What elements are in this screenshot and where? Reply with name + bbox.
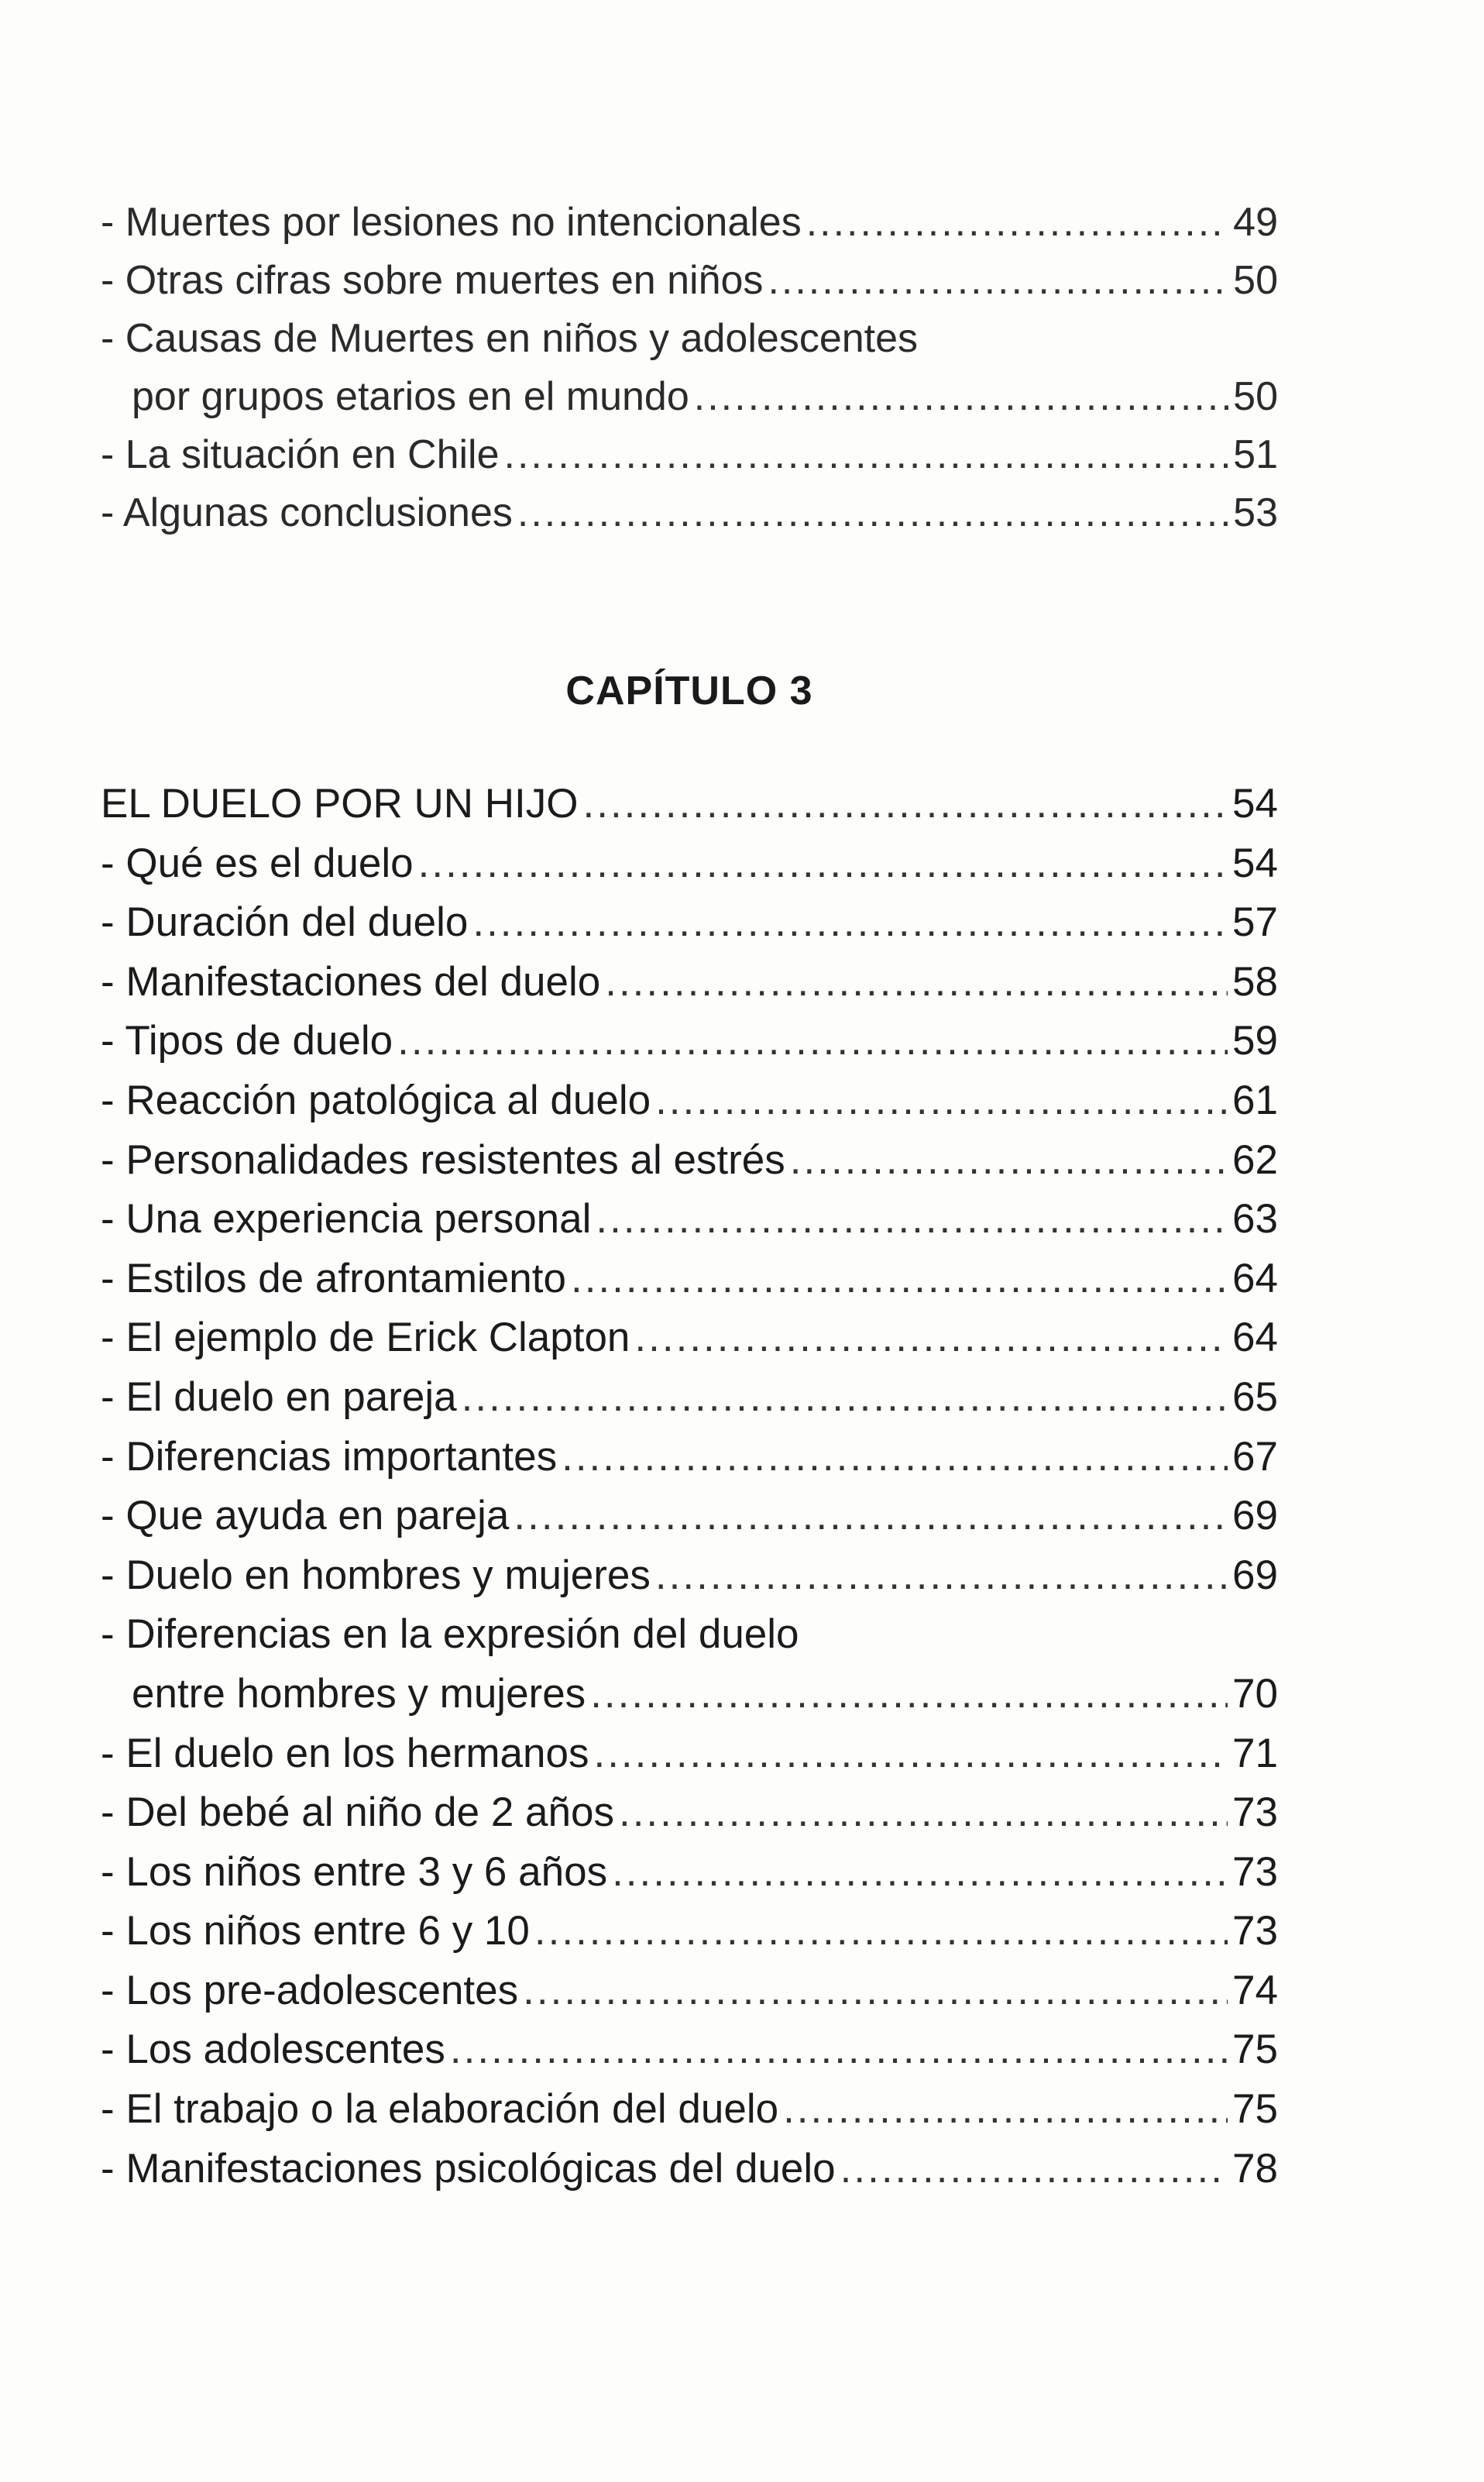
toc-entry-label: - El duelo en pareja [101, 1373, 457, 1420]
toc-entry-label: - Los niños entre 6 y 10 [101, 1908, 530, 1954]
toc-entry-label: - Los pre-adolescentes [101, 1967, 519, 2013]
toc-entry-page: 54 [1232, 840, 1278, 886]
toc-entry-label: - Los niños entre 3 y 6 años [101, 1848, 608, 1895]
toc-entry [101, 1131, 1278, 1191]
toc-entry-label: - Duración del duelo [101, 899, 469, 946]
toc-entry [101, 1783, 1278, 1843]
toc-entry-page: 50 [1233, 258, 1278, 303]
toc-entry [101, 1368, 1278, 1428]
toc-entry [101, 1308, 1278, 1368]
toc-entry-label: - Que ayuda en pareja [101, 1493, 510, 1539]
toc-entry-page: 54 [1232, 781, 1278, 827]
toc-entry [101, 252, 1278, 310]
toc-entry-label: por grupos etarios en el mundo [132, 374, 689, 419]
toc-entry-label: - Del bebé al niño de 2 años [101, 1789, 614, 1836]
toc-entry-label: - Otras cifras sobre muertes en niños [101, 258, 764, 303]
toc-entry [101, 194, 1278, 252]
dot-leader [768, 252, 1228, 310]
dot-leader [790, 1131, 1228, 1191]
dot-leader [605, 953, 1228, 1012]
dot-leader [783, 2080, 1228, 2140]
dot-leader [583, 775, 1228, 834]
toc-entry [101, 1843, 1278, 1903]
dot-leader [612, 1843, 1228, 1903]
toc-entry [101, 2140, 1278, 2199]
dot-leader [593, 1724, 1228, 1784]
chapter-heading: CAPÍTULO 3 [565, 669, 813, 713]
toc-entry [101, 1961, 1278, 2021]
toc-entry-label: - El duelo en los hermanos [101, 1730, 589, 1776]
toc-entry-page: 58 [1232, 958, 1278, 1005]
toc-entry-label: - Los adolescentes [101, 2027, 445, 2073]
toc-entry-page: 73 [1232, 1789, 1278, 1836]
toc-entry-label: - El ejemplo de Erick Clapton [101, 1315, 630, 1361]
toc-entry-page: 63 [1232, 1196, 1278, 1243]
toc-entry-page: 59 [1232, 1018, 1278, 1064]
toc-entry [101, 1724, 1278, 1784]
dot-leader [418, 834, 1228, 894]
toc-entry-label: - Muertes por lesiones no intencionales [101, 200, 802, 245]
toc-entry-page: 78 [1232, 2145, 1278, 2192]
toc-entry-page: 75 [1232, 2086, 1278, 2133]
toc-entry [101, 1012, 1278, 1071]
toc-entry-label: - Causas de Muertes en niños y adolescentes [101, 316, 919, 361]
toc-entry-page: 51 [1233, 432, 1278, 477]
dot-leader [562, 1428, 1228, 1487]
toc-entry-page: 61 [1232, 1077, 1278, 1123]
toc-entry-page: 75 [1232, 2027, 1278, 2073]
toc-entry-label: - Una experiencia personal [101, 1196, 592, 1243]
toc-entry-label: - El trabajo o la elaboración del duelo [101, 2086, 779, 2133]
toc-chapter-3 [101, 775, 1278, 2198]
toc-entry-page: 67 [1232, 1433, 1278, 1480]
toc-entry-label: EL DUELO POR UN HIJO [101, 781, 579, 827]
toc-entry [101, 1605, 1278, 1665]
dot-leader [514, 1487, 1228, 1546]
dot-leader [806, 194, 1228, 252]
toc-entry-page: 73 [1232, 1848, 1278, 1895]
toc-entry-page: 71 [1232, 1730, 1278, 1776]
toc-entry [101, 1428, 1278, 1487]
toc-entry [101, 953, 1278, 1012]
dot-leader [517, 484, 1228, 542]
toc-entry [101, 2080, 1278, 2140]
toc-entry [101, 1250, 1278, 1309]
toc-entry-page: 70 [1232, 1670, 1278, 1717]
toc-entry-page: 69 [1232, 1552, 1278, 1598]
toc-entry [101, 834, 1278, 894]
dot-leader [596, 1190, 1228, 1250]
toc-entry-page: 50 [1233, 374, 1278, 419]
toc-entry-label: - Personalidades resistentes al estrés [101, 1136, 785, 1183]
toc-entry-page: 64 [1232, 1255, 1278, 1301]
toc-entry [101, 368, 1278, 426]
toc-previous-section [101, 194, 1278, 542]
toc-entry-label: - Algunas conclusiones [101, 490, 513, 535]
toc-entry-page: 53 [1233, 490, 1278, 535]
toc-entry-page: 64 [1232, 1315, 1278, 1361]
toc-entry-page: 74 [1232, 1967, 1278, 2013]
toc-entry-page: 73 [1232, 1908, 1278, 1954]
toc-entry [101, 893, 1278, 953]
dot-leader [619, 1783, 1228, 1843]
toc-entry-label: - Manifestaciones psicológicas del duelo [101, 2145, 836, 2192]
toc-entry [101, 426, 1278, 484]
toc-entry [101, 1665, 1278, 1724]
toc-entry-label: - Reacción patológica al duelo [101, 1077, 651, 1123]
toc-entry-label: entre hombres y mujeres [132, 1670, 586, 1717]
toc-entry [101, 775, 1278, 834]
toc-entry-label: - Estilos de afrontamiento [101, 1255, 566, 1301]
dot-leader [571, 1250, 1228, 1309]
toc-entry-page: 69 [1232, 1493, 1278, 1539]
dot-leader [472, 893, 1228, 953]
dot-leader [504, 426, 1229, 484]
toc-entry-label: - Diferencias en la expresión del duelo [101, 1611, 799, 1658]
toc-entry [101, 1190, 1278, 1250]
dot-leader [840, 2140, 1228, 2199]
dot-leader [634, 1308, 1228, 1368]
toc-entry-page: 57 [1232, 899, 1278, 946]
toc-entry [101, 310, 1278, 368]
toc-entry-label: - Diferencias importantes [101, 1433, 558, 1480]
dot-leader [523, 1961, 1228, 2021]
toc-entry-label: - La situación en Chile [101, 432, 500, 477]
dot-leader [534, 1902, 1228, 1961]
toc-entry [101, 1546, 1278, 1606]
dot-leader [462, 1368, 1228, 1428]
toc-entry-label: - Qué es el duelo [101, 840, 414, 886]
toc-entry [101, 2020, 1278, 2080]
toc-entry [101, 1902, 1278, 1961]
toc-entry [101, 1487, 1278, 1546]
toc-entry [101, 1071, 1278, 1131]
dot-leader [694, 368, 1228, 426]
toc-entry-page: 49 [1233, 200, 1278, 245]
dot-leader [655, 1546, 1228, 1606]
toc-entry-page: 65 [1232, 1373, 1278, 1420]
dot-leader [590, 1665, 1228, 1724]
dot-leader [397, 1012, 1228, 1071]
toc-entry-label: - Duelo en hombres y mujeres [101, 1552, 651, 1598]
toc-entry-page: 62 [1232, 1136, 1278, 1183]
dot-leader [450, 2020, 1228, 2080]
toc-entry [101, 484, 1278, 542]
toc-entry-label: - Tipos de duelo [101, 1018, 393, 1064]
dot-leader [655, 1071, 1228, 1131]
toc-entry-label: - Manifestaciones del duelo [101, 958, 601, 1005]
